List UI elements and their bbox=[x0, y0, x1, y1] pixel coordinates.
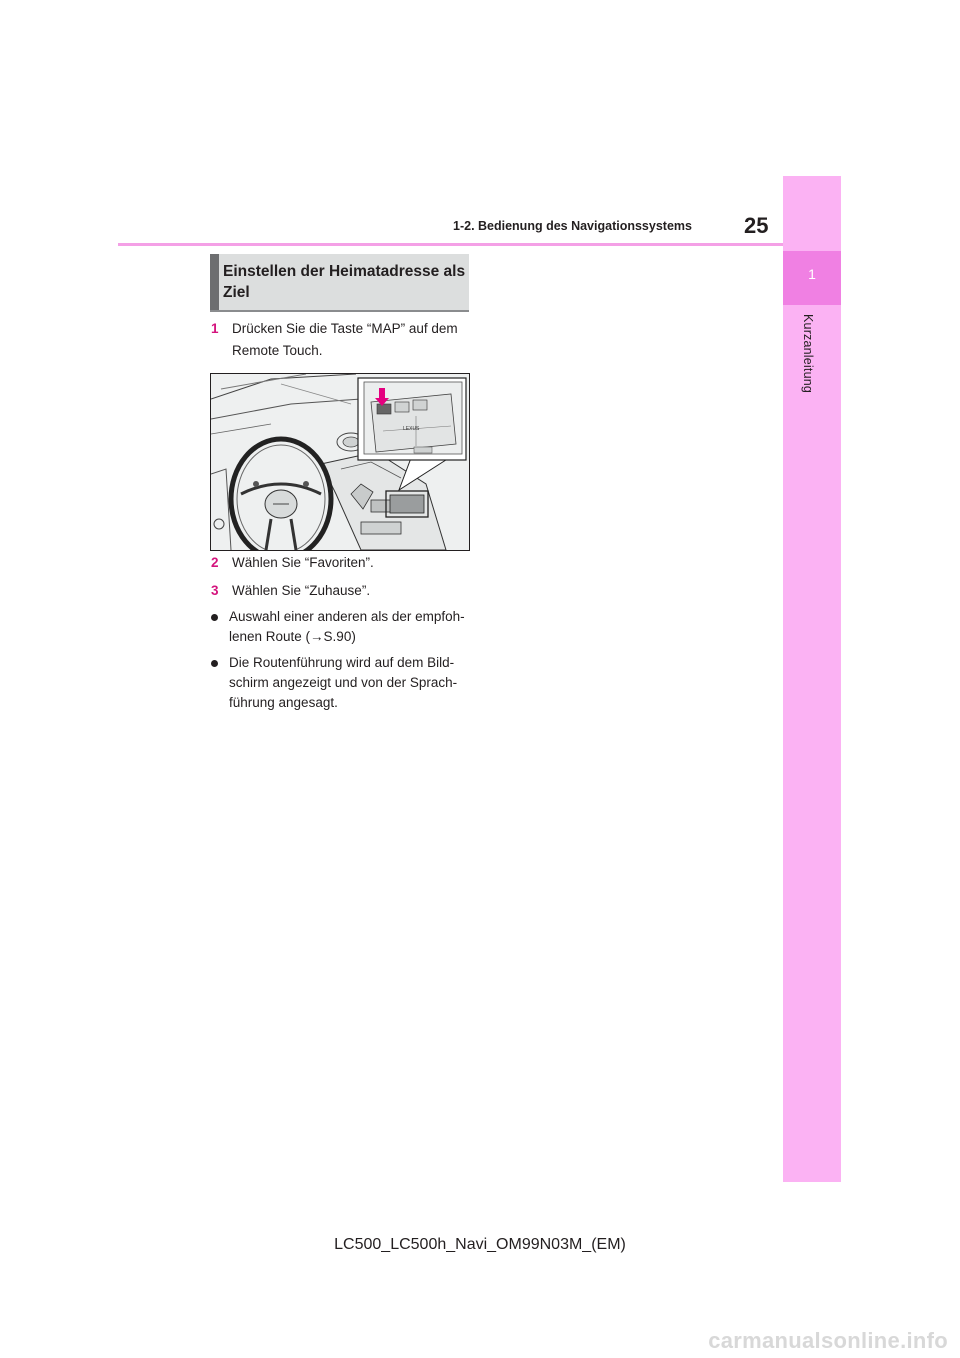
watermark-text: carmanualsonline.info bbox=[708, 1328, 948, 1353]
step-text bbox=[232, 318, 458, 362]
step-text-line: Remote Touch. bbox=[232, 343, 323, 358]
step-text-line: Wählen Sie “Favoriten”. bbox=[232, 555, 374, 570]
step-text-line: Wählen Sie “Zuhause”. bbox=[232, 583, 371, 598]
car-interior-remote-touch-icon bbox=[211, 374, 469, 550]
step-number: 3 bbox=[211, 583, 219, 598]
document-footer-code: LC500_LC500h_Navi_OM99N03M_(EM) bbox=[334, 1236, 626, 1253]
section-heading bbox=[210, 254, 469, 312]
step-text bbox=[232, 580, 370, 602]
bullet-text-line: Die Routenführung wird auf dem Bild- bbox=[229, 655, 455, 670]
bullet-item bbox=[211, 653, 476, 715]
step-1 bbox=[211, 318, 476, 362]
heading-text: Einstellen der Heimatadresse als Ziel bbox=[223, 263, 466, 301]
car-interior-illustration bbox=[210, 373, 470, 551]
step-number: 2 bbox=[211, 555, 219, 570]
bullet-dot-icon bbox=[211, 660, 218, 667]
step-text bbox=[232, 552, 374, 574]
bullet-text bbox=[229, 653, 474, 713]
page-number: 25 bbox=[744, 213, 769, 238]
bullet-item bbox=[211, 607, 476, 649]
section-title: 1-2. Bedienung des Navigationssystems bbox=[453, 219, 692, 233]
chapter-label: Kurzanleitung bbox=[801, 314, 815, 394]
bullet-text-line: schirm angezeigt und von der Sprach- bbox=[229, 675, 458, 690]
bullet-dot-icon bbox=[211, 614, 218, 621]
inset-brand-text: LEXUS bbox=[403, 426, 420, 432]
step-2 bbox=[211, 552, 476, 574]
header-divider bbox=[118, 243, 783, 246]
bullet-text-line: Auswahl einer anderen als der empfoh- bbox=[229, 609, 465, 624]
chapter-number: 1 bbox=[808, 266, 816, 282]
step-text-line: Drücken Sie die Taste “MAP” auf dem bbox=[232, 321, 458, 336]
heading-accent-bar bbox=[210, 254, 219, 310]
bullet-text-line: lenen Route (→S.90) bbox=[229, 629, 356, 644]
bullet-text bbox=[229, 607, 474, 647]
step-3 bbox=[211, 580, 476, 602]
bullet-text-line: führung angesagt. bbox=[229, 695, 338, 710]
step-number: 1 bbox=[211, 321, 219, 336]
